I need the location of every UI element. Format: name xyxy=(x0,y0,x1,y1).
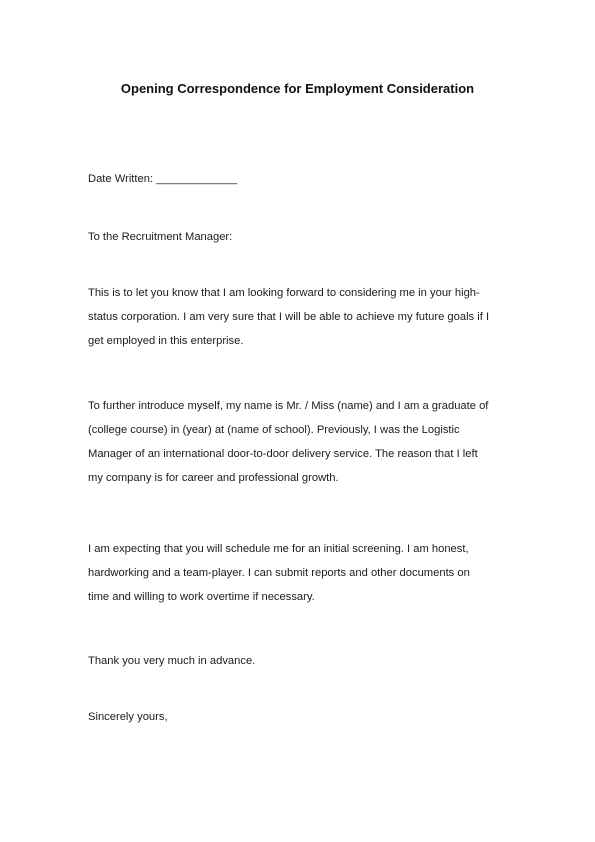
paragraph-line: my company is for career and professional growth. xyxy=(88,472,339,484)
paragraph-intent xyxy=(88,281,528,353)
paragraph-line: To further introduce myself, my name is Mr. / Miss (name) and I am a graduate of xyxy=(88,400,489,412)
paragraph-line: This is to let you know that I am looking forward to considering me in your high- xyxy=(88,287,480,299)
closing-signoff: Sincerely yours, xyxy=(88,711,168,723)
paragraph-line: (college course) in (year) at (name of school). Previously, I was the Logistic xyxy=(88,424,460,436)
paragraph-line: hardworking and a team-player. I can submit reports and other documents on xyxy=(88,567,470,579)
paragraph-line: Manager of an international door-to-door delivery service. The reason that I left xyxy=(88,448,478,460)
paragraph-line: I am expecting that you will schedule me for an initial screening. I am honest, xyxy=(88,543,469,555)
salutation: To the Recruitment Manager: xyxy=(88,231,233,243)
paragraph-expectation xyxy=(88,537,528,609)
paragraph-line: status corporation. I am very sure that I will be able to achieve my future goals if I xyxy=(88,311,490,323)
document-title: Opening Correspondence for Employment Consideration xyxy=(120,81,475,96)
paragraph-introduction xyxy=(88,394,528,490)
closing-thanks: Thank you very much in advance. xyxy=(88,655,256,667)
date-written-line: Date Written: _____________ xyxy=(88,173,238,185)
paragraph-line: get employed in this enterprise. xyxy=(88,335,244,347)
paragraph-line: time and willing to work overtime if necessary. xyxy=(88,591,315,603)
